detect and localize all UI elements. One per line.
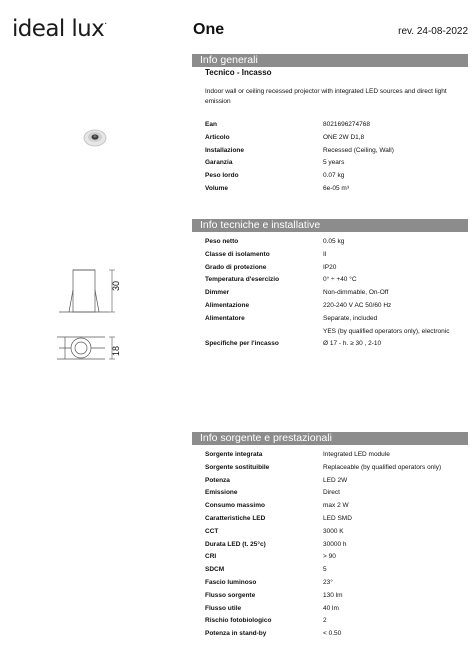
spec-label: Flusso utile (205, 604, 242, 612)
spec-row (205, 300, 468, 313)
spec-value: Direct (323, 489, 340, 497)
spec-label: Articolo (205, 133, 230, 141)
spec-row (205, 590, 468, 603)
spec-row (205, 157, 468, 170)
spec-value: 6e-05 m³ (323, 184, 350, 192)
spec-row (205, 313, 468, 338)
spec-row (205, 513, 468, 526)
spec-value: Ø 17 - h. ≥ 30 , 2-10 (323, 339, 382, 347)
spec-row (205, 628, 468, 641)
spec-row (205, 170, 468, 183)
spec-row (205, 145, 468, 158)
spec-label: Potenza in stand-by (205, 630, 267, 638)
spec-label: Fascio luminoso (205, 578, 257, 586)
spec-label: Classe di isolamento (205, 250, 270, 258)
spec-row (205, 183, 468, 196)
spec-label: Temperatura d'esercizio (205, 276, 280, 284)
spec-value: 23° (323, 578, 333, 586)
spec-label: Volume (205, 184, 228, 192)
spec-label: Potenza (205, 476, 230, 484)
spec-row (205, 551, 468, 564)
height-dimension-label: 30 (111, 280, 121, 291)
section-technical-line (192, 231, 468, 232)
spec-label: Consumo massimo (205, 502, 265, 510)
spec-value: 0.05 kg (323, 238, 345, 245)
product-photo (80, 124, 110, 150)
section-source-header: Info sorgente e prestazionali (192, 432, 468, 444)
spec-value: ONE 2W D1,8 (323, 133, 365, 141)
spec-row (205, 338, 468, 351)
spec-value: Replaceable (by qualified operators only) (323, 463, 442, 471)
spec-row (205, 577, 468, 590)
spec-value: 220-240 V AC 50/60 Hz (323, 301, 392, 309)
spec-label: Peso netto (205, 238, 239, 245)
spec-value: Separate, included (323, 314, 378, 322)
spec-label: Dimmer (205, 289, 230, 297)
revision-date: rev. 24-08-2022 (398, 26, 468, 37)
spec-row (205, 603, 468, 616)
spec-label: Specifiche per l'incasso (205, 339, 279, 347)
spec-label: Alimentatore (205, 314, 245, 322)
product-subtitle: Tecnico - Incasso (205, 68, 272, 77)
spec-value: LED 2W (323, 476, 348, 484)
spec-value: Non-dimmable, On-Off (323, 289, 389, 297)
spec-value: 40 lm (323, 604, 339, 612)
spec-row (205, 487, 468, 500)
spec-row (205, 449, 468, 462)
brand-name: ideal lux (12, 16, 105, 42)
spec-value: 2 (323, 617, 327, 625)
spec-value: 0° ÷ +40 °C (323, 276, 357, 284)
spec-value: 3000 K (323, 527, 344, 535)
spec-value: Recessed (Ceiling, Wall) (323, 146, 394, 154)
section-general-header: Info generali (192, 54, 468, 66)
spec-row (205, 539, 468, 552)
spec-value: Integrated LED module (323, 451, 390, 458)
spec-value: 8021696274768 (323, 121, 370, 128)
spec-label: SDCM (205, 566, 225, 574)
brand-mark: . (104, 16, 107, 27)
spec-value: II (323, 250, 327, 258)
spec-label: Ean (205, 121, 217, 128)
general-info-table (205, 119, 468, 196)
diameter-dimension-label: 18 (111, 345, 121, 356)
spec-row (205, 287, 468, 300)
section-source-line (192, 444, 468, 445)
section-general-line (192, 66, 468, 67)
brand-logo (12, 16, 107, 42)
spec-label: Durata LED (t. 25°c) (205, 540, 266, 548)
product-description: Indoor wall or ceiling recessed projector with integrated LED sources and direct light emission (205, 88, 447, 105)
spec-row (205, 615, 468, 628)
spec-label: Emissione (205, 489, 238, 497)
spec-row (205, 249, 468, 262)
spec-value-secondary: YES (by qualified operators only), electronic (323, 327, 450, 335)
spec-value: 5 (323, 566, 327, 574)
spec-row (205, 462, 468, 475)
spec-label: Rischio fotobiologico (205, 617, 272, 625)
spec-label: CCT (205, 527, 219, 535)
spec-label: Grado di protezione (205, 263, 267, 271)
spec-row (205, 526, 468, 539)
spec-value: < 0.50 (323, 630, 342, 638)
spec-value: LED SMD (323, 514, 352, 522)
spec-label: Sorgente sostituibile (205, 463, 270, 471)
spec-value: IP20 (323, 263, 337, 271)
spec-label: Alimentazione (205, 301, 250, 309)
product-title: One (193, 21, 225, 38)
spec-label: Caratteristiche LED (205, 514, 266, 522)
spec-value: 130 lm (323, 591, 343, 599)
top-view-drawing (55, 330, 135, 370)
spec-value: 0.07 kg (323, 172, 345, 180)
spec-label: Peso lordo (205, 172, 239, 180)
spec-row (205, 564, 468, 577)
spec-row (205, 274, 468, 287)
spec-row (205, 475, 468, 488)
spec-row (205, 132, 468, 145)
spec-label: Garanzia (205, 159, 233, 167)
source-info-table (205, 449, 468, 641)
spec-row (205, 500, 468, 513)
spec-row (205, 262, 468, 275)
section-technical-header: Info tecniche e installative (192, 219, 468, 231)
spec-label: Installazione (205, 146, 245, 154)
spec-value: max 2 W (323, 502, 349, 510)
spec-label: CRI (205, 553, 217, 561)
spec-value: > 90 (323, 553, 336, 561)
technical-info-table (205, 236, 468, 351)
spec-label: Flusso sorgente (205, 591, 256, 599)
spec-value: 5 years (323, 159, 345, 167)
side-view-drawing (55, 262, 135, 332)
spec-label: Sorgente integrata (205, 451, 263, 458)
spec-value: 30000 h (323, 540, 347, 548)
spec-row (205, 236, 468, 249)
spec-row (205, 119, 468, 132)
